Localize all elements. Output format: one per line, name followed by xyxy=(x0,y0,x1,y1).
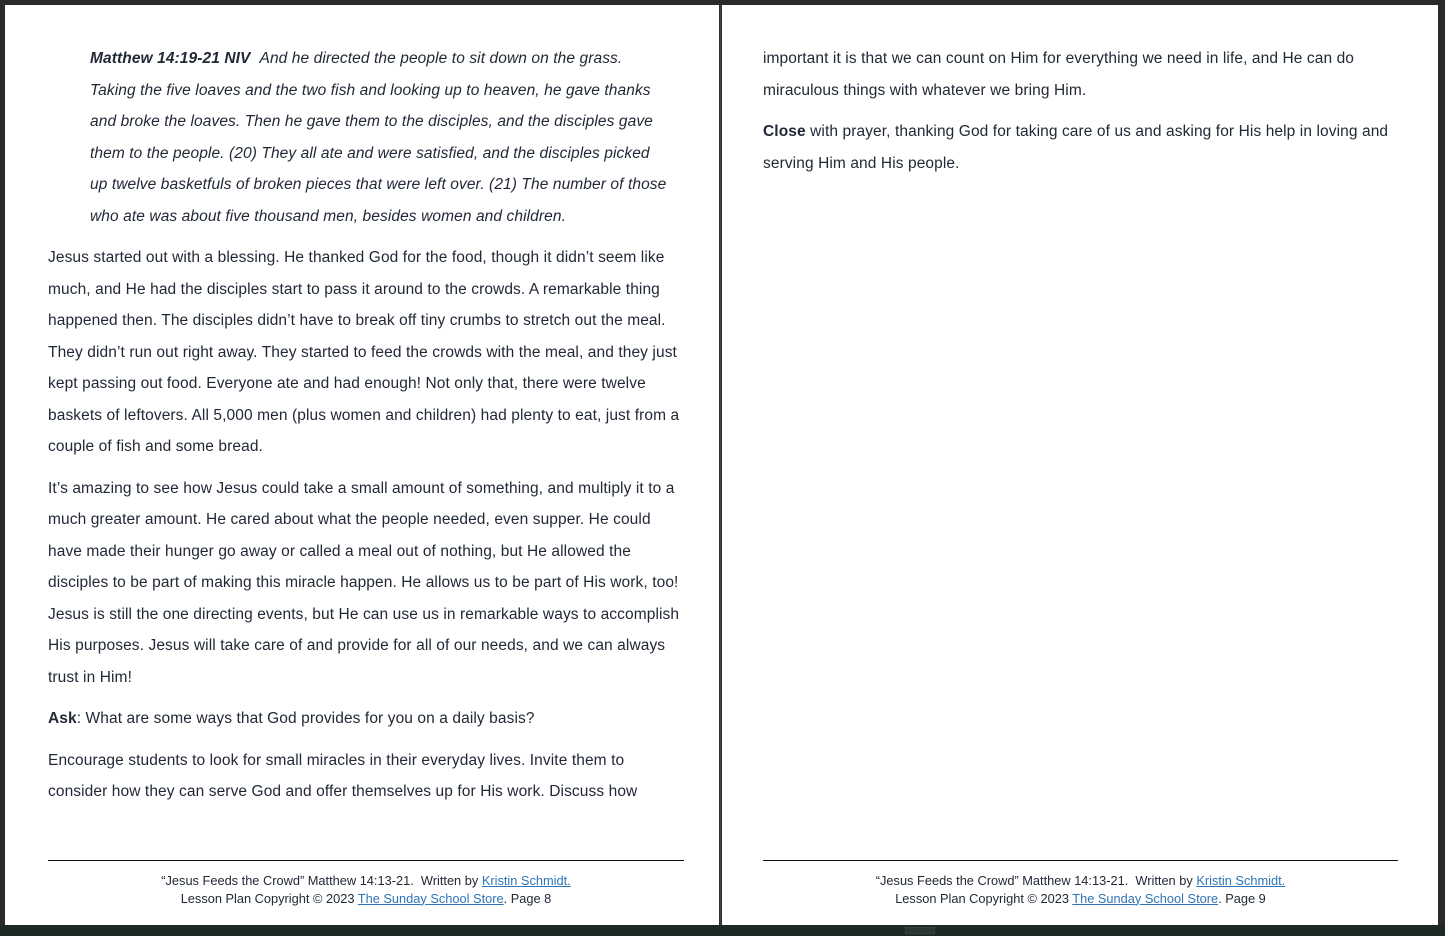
footer-title-text: “Jesus Feeds the Crowd” Matthew 14:13-21. Written by xyxy=(161,873,482,888)
verse-reference: Matthew 14:19-21 NIV xyxy=(90,50,251,67)
ask-paragraph xyxy=(48,703,684,735)
footer-line-1 xyxy=(48,872,684,890)
page-8-footer xyxy=(48,860,684,925)
footer-page-number: . Page 8 xyxy=(503,890,552,906)
store-link[interactable]: The Sunday School Store xyxy=(1072,890,1219,906)
store-link[interactable]: The Sunday School Store xyxy=(357,890,504,906)
footer-divider xyxy=(763,860,1398,861)
body-paragraph: important it is that we can count on Him for everything we need in life, and He can do miraculous things with whatever we bring Him. xyxy=(763,50,1355,99)
page-8-content xyxy=(5,5,719,860)
page-9-footer xyxy=(763,860,1398,925)
page-spread xyxy=(5,5,1438,925)
footer-line-2 xyxy=(763,890,1398,908)
close-paragraph xyxy=(763,116,1398,179)
ask-text: : What are some ways that God provides for you on a daily basis? xyxy=(76,710,535,727)
footer-divider xyxy=(48,860,684,861)
verse-text: And he directed the people to sit down on the grass. Taking the five loaves and the two fish and looking up to heaven, he gave thanks and broke the loaves. Then he gave them to the disciples, and the disciples gave them to the people. (20) They all ate and were satisfied, and the disciples picked up twelve basketfuls of broken pieces that were left over. (21) The number of those who ate was about five thousand men, besides women and children. xyxy=(90,50,667,225)
footer-copyright-text: Lesson Plan Copyright © 2023 xyxy=(180,890,358,906)
author-link[interactable]: Kristin Schmidt. xyxy=(481,873,571,888)
bottom-bar xyxy=(0,925,1445,936)
close-text: with prayer, thanking God for taking care of us and asking for His help in loving and serving Him and His people. xyxy=(763,123,1389,172)
footer-line-2 xyxy=(48,890,684,908)
body-paragraph: Jesus started out with a blessing. He thanked God for the food, though it didn’t seem like much, and He had the disciples start to pass it around to the crowds. A remarkable thing happened then. The disciples didn’t have to break off tiny crumbs to stretch out the meal. They didn’t run out right away. They started to feed the crowds with the meal, and they just kept passing out food. Everyone ate and had enough! Not only that, there were twelve baskets of leftovers. All 5,000 men (plus women and children) had plenty to eat, just from a couple of fish and some bread. xyxy=(48,249,680,455)
bottom-bar-thumb[interactable] xyxy=(905,927,935,934)
footer-title-text: “Jesus Feeds the Crowd” Matthew 14:13-21. Written by xyxy=(875,873,1197,888)
footer-line-1 xyxy=(763,872,1398,890)
verse-block xyxy=(90,43,670,232)
close-label: Close xyxy=(763,123,806,140)
body-paragraph: It’s amazing to see how Jesus could take a small amount of something, and multiply it to a much greater amount. He cared about what the people needed, even supper. He could have made their hunger go away or called a meal out of nothing, but He allowed the disciples to be part of making this miracle happen. He allows us to be part of His work, too! Jesus is still the one directing events, but He can use us in remarkable ways to accomplish His purposes. Jesus will take care of and provide for all of our needs, and we can always trust in Him! xyxy=(48,479,680,686)
footer-page-number: . Page 9 xyxy=(1218,890,1266,906)
body-paragraph: Encourage students to look for small miracles in their everyday lives. Invite them to consider how they can serve God and offer themselves up for His work. Discuss how xyxy=(48,751,638,800)
page-9 xyxy=(722,5,1438,925)
author-link[interactable]: Kristin Schmidt. xyxy=(1196,873,1286,888)
footer-copyright-text: Lesson Plan Copyright © 2023 xyxy=(895,890,1073,906)
ask-label: Ask xyxy=(48,710,77,727)
page-8 xyxy=(5,5,719,925)
page-9-content xyxy=(722,5,1438,860)
